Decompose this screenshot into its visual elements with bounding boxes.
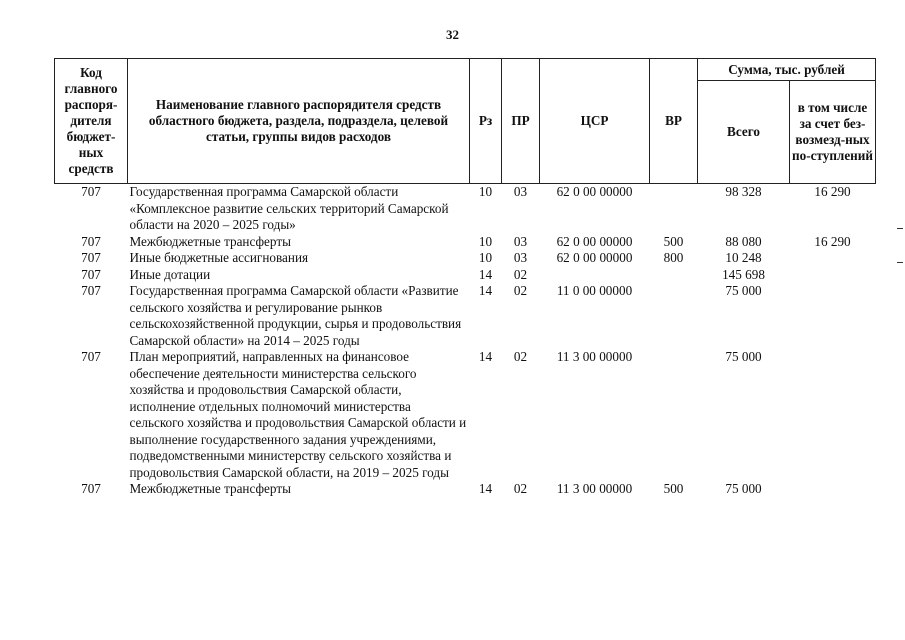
- table-row: [55, 481, 876, 498]
- cell-code: 707: [81, 349, 101, 364]
- cell-pr: 03: [513, 184, 528, 199]
- cell-nonrepay: [790, 349, 876, 481]
- cell-nonrepay: 16 290: [814, 233, 851, 249]
- cell-pr: 02: [513, 481, 528, 496]
- cell-nonrepay: [790, 250, 876, 267]
- cell-total: 10 248: [725, 250, 762, 265]
- cell-pr: 03: [513, 250, 528, 265]
- cell-csr: 62 0 00 00000: [556, 250, 633, 265]
- cell-name: Межбюджетные трансферты: [129, 481, 291, 496]
- table-header: [55, 59, 876, 184]
- cell-total: 75 000: [725, 481, 762, 496]
- cell-rz: 14: [478, 283, 493, 298]
- cell-code: 707: [81, 266, 101, 282]
- table-row: [55, 283, 876, 349]
- cell-csr: 11 3 00 00000: [556, 481, 633, 496]
- scan-mark: [897, 228, 903, 229]
- header-total: Всего: [698, 81, 790, 184]
- cell-name: Межбюджетные трансферты: [129, 233, 291, 249]
- cell-name: Государственная программа Самарской области «Развитие сельского хозяйства и регулирование рынков сельскохозяйственной продукции, сырья и продовольствия Самарской области» на 2014 – 2025 годы: [129, 283, 462, 348]
- cell-csr: [540, 267, 650, 284]
- cell-csr: 11 3 00 00000: [556, 349, 633, 364]
- cell-code: 707: [81, 481, 101, 496]
- cell-pr: 02: [513, 349, 528, 364]
- cell-pr: 02: [513, 266, 528, 282]
- cell-total: 75 000: [725, 283, 762, 298]
- cell-name: Иные дотации: [129, 266, 211, 282]
- cell-vr: [650, 267, 698, 284]
- cell-vr: 800: [663, 250, 684, 265]
- cell-vr: [650, 349, 698, 481]
- table-row: [55, 267, 876, 284]
- header-nonrepay: в том числе за счет без-возмезд-ных по-ступлений: [790, 81, 876, 184]
- cell-name: План мероприятий, направленных на финансовое обеспечение деятельности министерства сельского хозяйства и продовольствия Самарской области, исполнение отдельных полномочий министерства сельского хозяйства и продовольствия Самарской области и выполнение государственного задания учреждениями, подведомственными министерству сельского хозяйства и продовольствия Самарской области, на 2019 – 2025 годы: [129, 349, 467, 480]
- header-sum: Сумма, тыс. рублей: [698, 59, 876, 81]
- budget-table: [54, 58, 876, 498]
- cell-nonrepay: [790, 267, 876, 284]
- table-row: [55, 234, 876, 251]
- cell-total: 98 328: [725, 184, 762, 199]
- table-row: [55, 250, 876, 267]
- cell-code: 707: [81, 184, 101, 199]
- header-pr: ПР: [502, 59, 540, 184]
- cell-total: 145 698: [722, 266, 765, 282]
- cell-vr: [650, 283, 698, 349]
- cell-total: 75 000: [725, 349, 762, 364]
- cell-nonrepay: [790, 481, 876, 498]
- cell-rz: 10: [478, 233, 493, 249]
- cell-name: Государственная программа Самарской области «Комплексное развитие сельских территорий Самарской области на 2020 – 2025 годы»: [129, 184, 449, 232]
- cell-vr: 500: [663, 481, 684, 496]
- cell-pr: 02: [513, 283, 528, 298]
- cell-vr: 500: [663, 233, 684, 249]
- header-vr: ВР: [650, 59, 698, 184]
- header-code: Код главного распоря-дителя бюджет-ных средств: [55, 59, 128, 184]
- cell-rz: 10: [478, 250, 493, 265]
- cell-code: 707: [81, 233, 101, 249]
- cell-pr: 03: [513, 233, 528, 249]
- cell-rz: 14: [478, 266, 493, 282]
- table-row: [55, 184, 876, 234]
- header-name: Наименование главного распорядителя средств областного бюджета, раздела, подраздела, целевой статьи, группы видов расходов: [128, 59, 470, 184]
- cell-csr: 62 0 00 00000: [556, 184, 633, 199]
- cell-csr: 62 0 00 00000: [556, 233, 633, 249]
- table-row: [55, 349, 876, 481]
- cell-vr: [650, 184, 698, 234]
- cell-code: 707: [81, 250, 101, 265]
- header-csr: ЦСР: [540, 59, 650, 184]
- cell-total: 88 080: [725, 233, 762, 249]
- cell-name: Иные бюджетные ассигнования: [129, 250, 309, 265]
- page-number: 32: [446, 27, 459, 42]
- scan-mark: [897, 262, 903, 263]
- cell-rz: 14: [478, 349, 493, 364]
- cell-rz: 14: [478, 481, 493, 496]
- cell-csr: 11 0 00 00000: [556, 283, 633, 298]
- cell-nonrepay: 16 290: [814, 184, 851, 199]
- cell-code: 707: [81, 283, 101, 298]
- cell-nonrepay: [790, 283, 876, 349]
- header-rz: Рз: [470, 59, 502, 184]
- table-body: [55, 184, 876, 498]
- cell-rz: 10: [478, 184, 493, 199]
